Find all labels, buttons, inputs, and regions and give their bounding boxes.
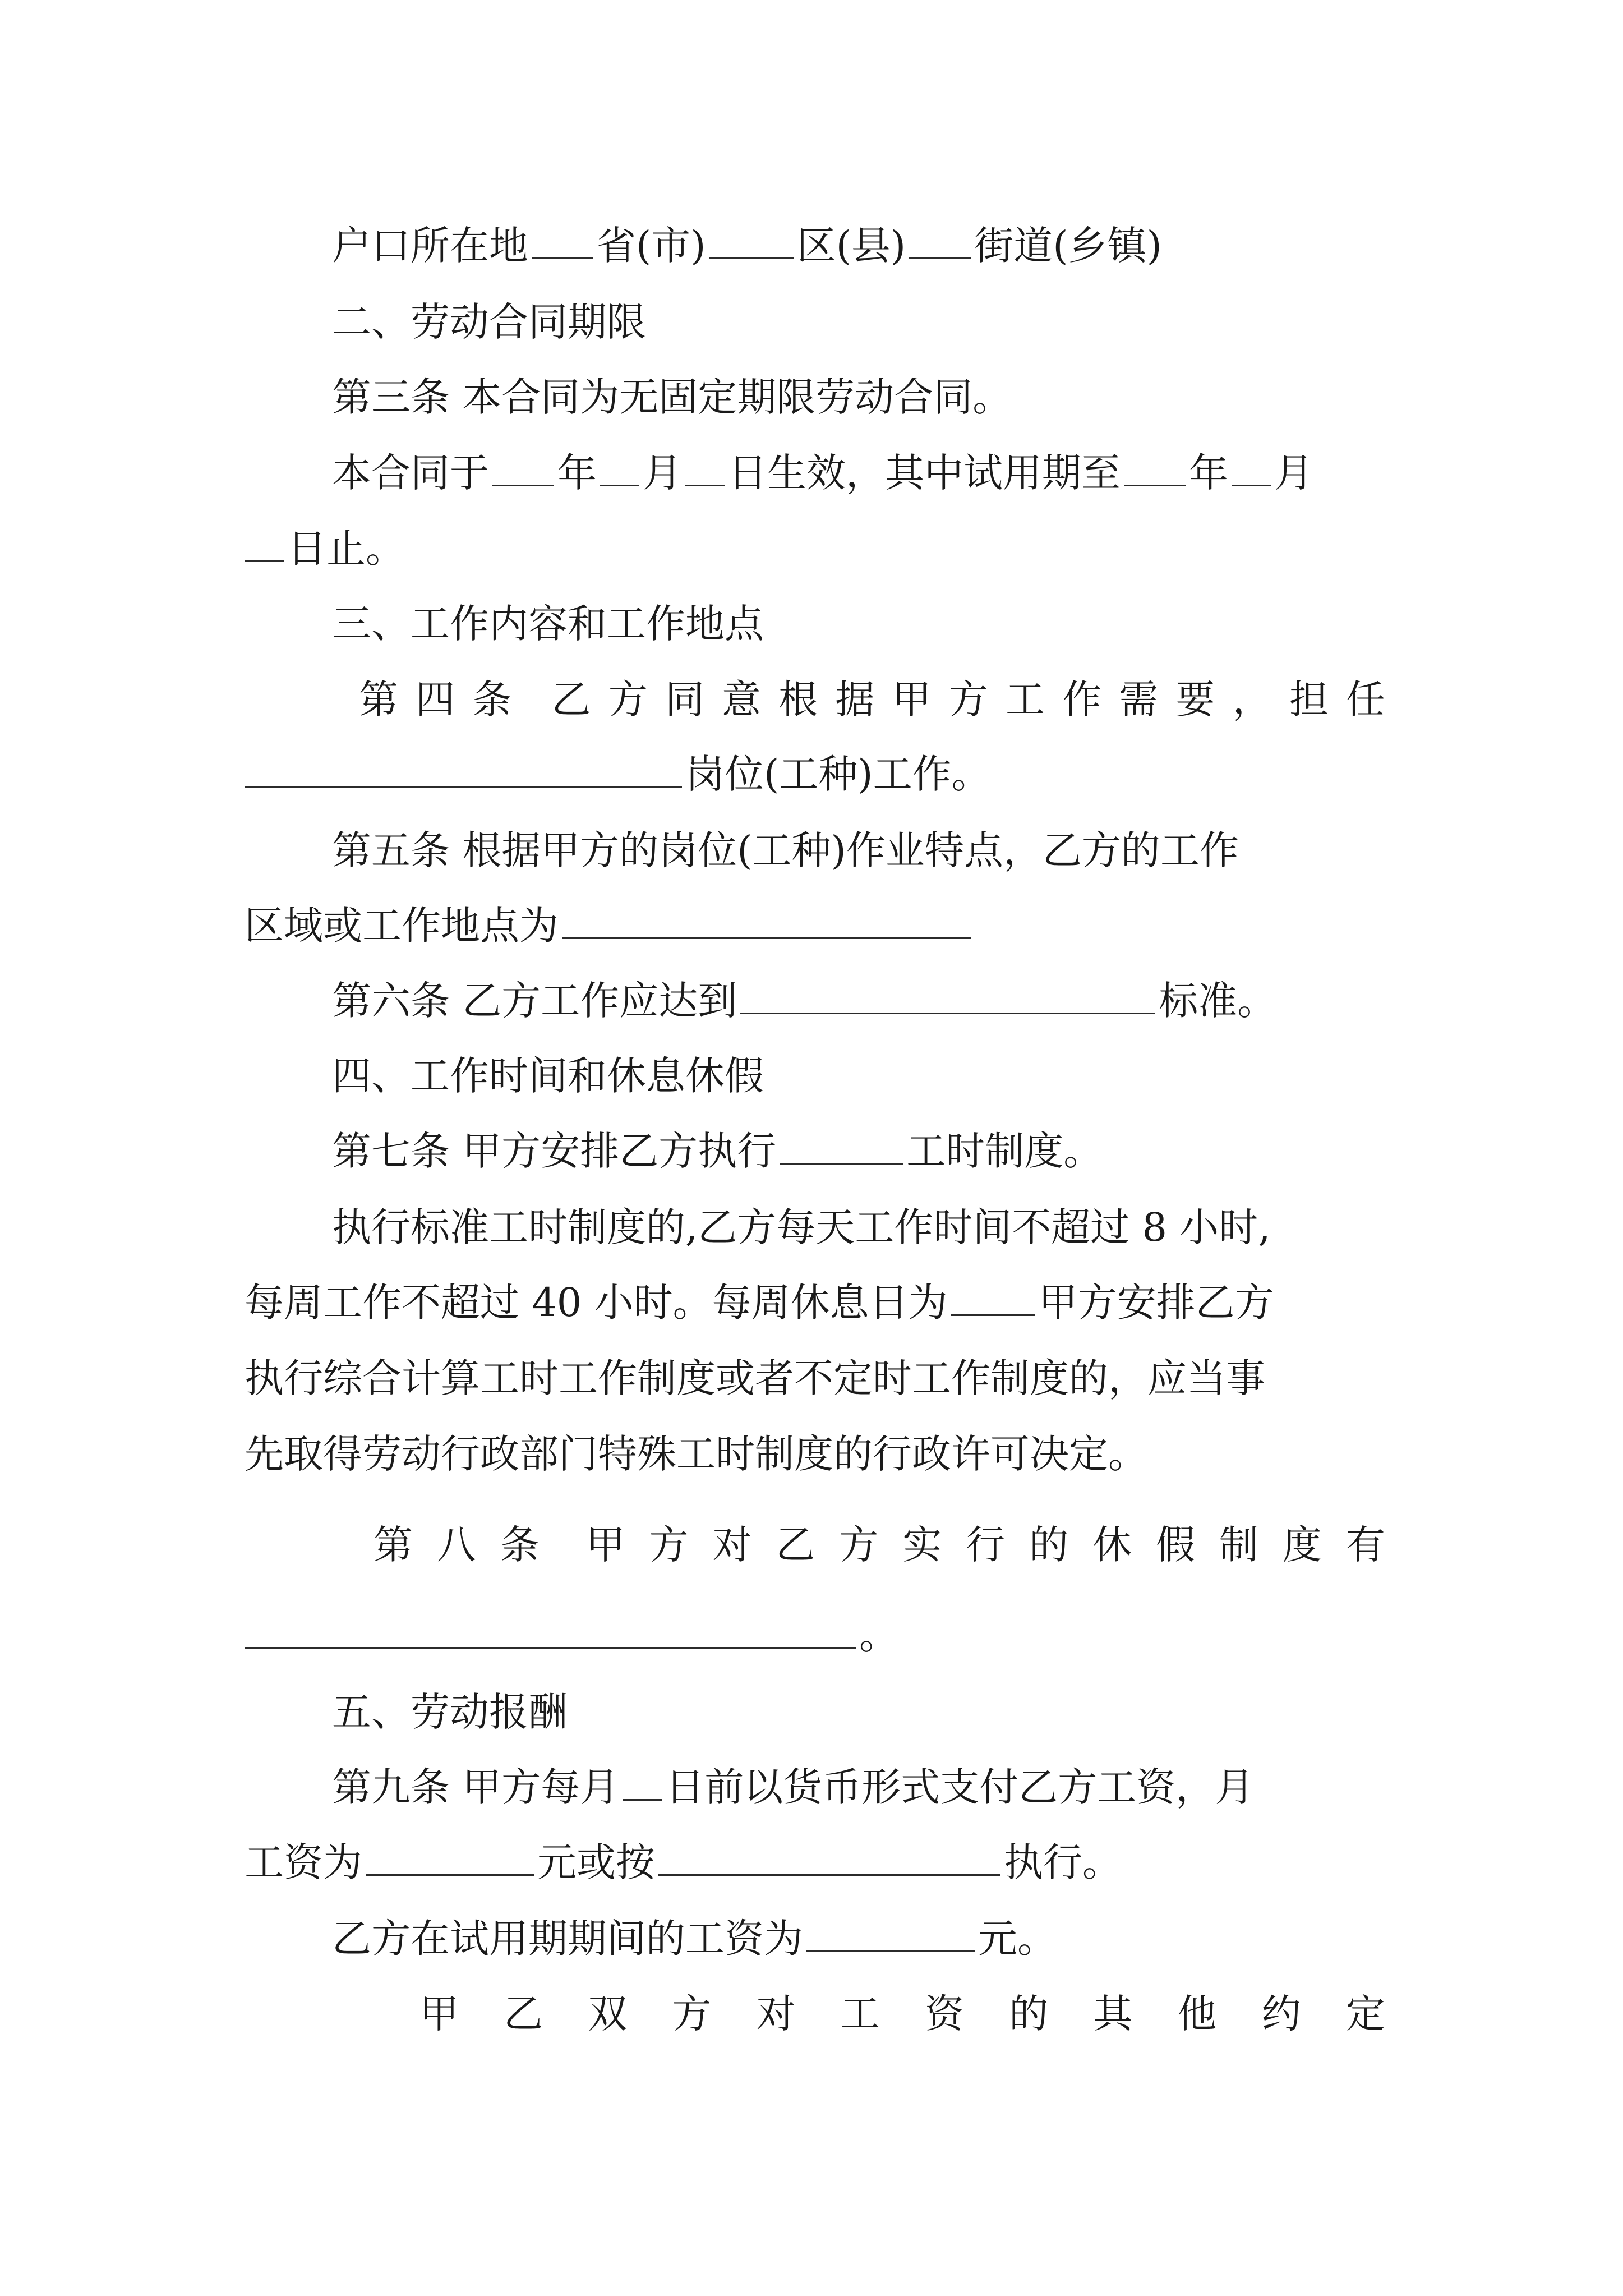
weekly-rest-line — [245, 1274, 1274, 1331]
char: 对 — [756, 1991, 796, 2037]
article-4-line-end — [245, 746, 991, 802]
text-segment: 第六条 乙方工作应达到 — [332, 978, 737, 1024]
char: 意 — [722, 677, 762, 723]
text-segment: 街道(乡镇) — [974, 223, 1162, 269]
text-segment: 区域或工作地点为 — [245, 903, 559, 949]
probation-wage-line — [332, 1911, 1057, 1967]
blank-wage-basis — [658, 1835, 1000, 1876]
char: 度 — [1282, 1522, 1322, 1568]
blank-month — [600, 445, 639, 486]
char: 双 — [588, 1991, 628, 2037]
blank-standard — [740, 973, 1155, 1014]
section-heading: 三、工作内容和工作地点 — [332, 601, 764, 647]
article-paragraph: 第五条 根据甲方的岗位(工种)作业特点，乙方的工作 — [332, 827, 1239, 873]
article-paragraph: 执行标准工时制度的,乙方每天工作时间不超过 8 小时, — [332, 1204, 1271, 1250]
work-area-line — [245, 898, 975, 954]
text-segment: 户口所在地 — [332, 223, 528, 269]
char: 同 — [665, 677, 704, 723]
text-segment: 工资为 — [245, 1839, 362, 1885]
blank-year — [492, 445, 554, 486]
article-paragraph: 第三条 本合同为无固定期限劳动合同。 — [332, 374, 1012, 420]
char: 制 — [1219, 1522, 1258, 1568]
char: 其 — [1093, 1991, 1133, 2037]
effective-date-line — [332, 445, 1313, 501]
char: 他 — [1177, 1991, 1217, 2037]
char: 任 — [1345, 677, 1385, 723]
work-standard-line — [332, 973, 1276, 1029]
blank-district — [709, 218, 794, 259]
text-segment: 。 — [859, 1612, 898, 1658]
char: 第 — [374, 1522, 413, 1568]
text-segment: 工时制度。 — [906, 1128, 1103, 1174]
char: 方 — [948, 677, 988, 723]
blank-day — [245, 521, 284, 562]
char: 根 — [778, 677, 818, 723]
blank-hours-system — [780, 1124, 903, 1165]
blank-year — [1124, 445, 1186, 486]
char: 甲 — [419, 1991, 459, 2037]
blank-leave-system — [245, 1608, 856, 1649]
char: 假 — [1156, 1522, 1196, 1568]
char: 工 — [1005, 677, 1045, 723]
pay-date-line — [332, 1759, 1254, 1815]
text-segment: 本合同于 — [332, 450, 489, 496]
char: 条 — [500, 1522, 540, 1568]
char: 定 — [1345, 1991, 1385, 2037]
char: 方 — [672, 1991, 712, 2037]
char: 八 — [436, 1522, 476, 1568]
char: 条 — [472, 677, 512, 723]
text-segment: 岗位(工种)工作。 — [685, 751, 991, 797]
text-segment: 第七条 甲方安排乙方执行 — [332, 1128, 777, 1174]
article-paragraph: 先取得劳动行政部门特殊工时制度的行政许可决定。 — [245, 1431, 1147, 1477]
blank-pay-day — [623, 1760, 662, 1801]
char: 工 — [840, 1991, 880, 2037]
char: 有 — [1345, 1522, 1385, 1568]
article-8-line-end — [245, 1607, 898, 1663]
other-wage-terms-line — [419, 1986, 1385, 2042]
char: 乙 — [504, 1991, 543, 2037]
char: 的 — [1029, 1522, 1069, 1568]
section-heading: 四、工作时间和休息休假 — [332, 1053, 764, 1099]
char: 乙 — [551, 677, 591, 723]
blank-wage-amount — [366, 1835, 534, 1876]
text-segment: 标准。 — [1159, 978, 1277, 1024]
char: ， — [1232, 677, 1272, 723]
char: 要 — [1175, 677, 1215, 723]
char: 行 — [966, 1522, 1006, 1568]
monthly-wage-line — [245, 1834, 1122, 1890]
char: 需 — [1119, 677, 1159, 723]
blank-day — [685, 445, 725, 486]
text-segment: 月 — [643, 450, 682, 496]
char: 对 — [712, 1522, 752, 1568]
char: 的 — [1009, 1991, 1049, 2037]
text-segment: 第九条 甲方每月 — [332, 1764, 620, 1810]
text-segment: 日止。 — [287, 526, 405, 572]
effective-date-line-end — [245, 521, 405, 577]
text-segment: 日前以货币形式支付乙方工资，月 — [665, 1764, 1255, 1810]
char: 乙 — [776, 1522, 815, 1568]
text-segment: 月 — [1274, 450, 1313, 496]
char: 担 — [1289, 677, 1329, 723]
char: 方 — [608, 677, 648, 723]
section-heading: 五、劳动报酬 — [332, 1689, 568, 1735]
char: 甲 — [585, 1522, 625, 1568]
text-segment: 乙方在试用期期间的工资为 — [332, 1916, 803, 1962]
char: 方 — [839, 1522, 879, 1568]
blank-probation-wage — [806, 1911, 975, 1952]
char: 作 — [1062, 677, 1102, 723]
char: 甲 — [892, 677, 932, 723]
blank-month — [1232, 445, 1271, 486]
text-segment: 年 — [557, 450, 597, 496]
char: 约 — [1261, 1991, 1301, 2037]
work-hours-line — [332, 1123, 1103, 1179]
blank-rest-day — [951, 1275, 1035, 1316]
char: 休 — [1092, 1522, 1132, 1568]
blank-work-area — [562, 898, 971, 939]
char: 第 — [359, 677, 398, 723]
text-segment: 省(市) — [597, 223, 706, 269]
text-segment: 区(县) — [796, 223, 906, 269]
article-8-line — [374, 1517, 1385, 1573]
char: 据 — [835, 677, 875, 723]
section-heading: 二、劳动合同期限 — [332, 299, 646, 345]
blank-position — [245, 747, 682, 788]
article-4-line — [359, 671, 1385, 728]
char: 实 — [902, 1522, 942, 1568]
blank-province — [532, 218, 593, 259]
text-segment: 元或按 — [537, 1839, 655, 1885]
text-segment: 甲方安排乙方 — [1038, 1280, 1274, 1326]
text-segment: 年 — [1189, 450, 1228, 496]
household-location-line — [332, 218, 1162, 274]
char: 方 — [649, 1522, 689, 1568]
text-segment: 执行。 — [1004, 1839, 1122, 1885]
text-segment: 每周工作不超过 40 小时。每周休息日为 — [245, 1280, 948, 1326]
article-paragraph: 执行综合计算工时工作制度或者不定时工作制度的，应当事 — [245, 1355, 1265, 1401]
text-segment: 日生效，其中试用期至 — [728, 450, 1121, 496]
char: 资 — [925, 1991, 965, 2037]
char: 四 — [416, 677, 455, 723]
blank-street — [909, 218, 971, 259]
text-segment: 元。 — [978, 1916, 1057, 1962]
